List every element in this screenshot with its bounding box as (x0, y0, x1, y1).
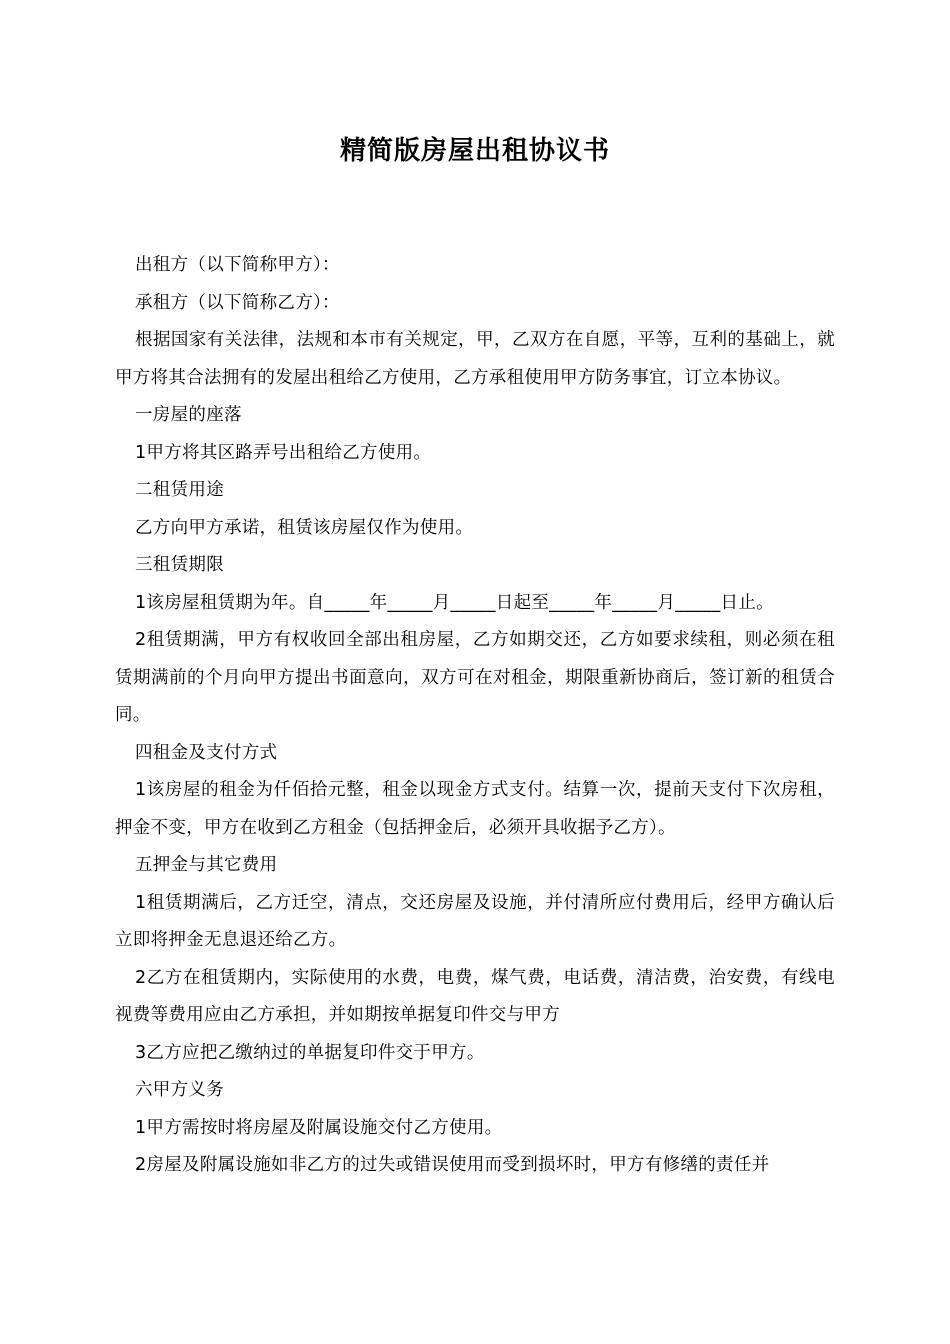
paragraph-preamble: 根据国家有关法律，法规和本市有关规定，甲，乙双方在自愿，平等，互利的基础上，就甲方将其合法拥有的发屋出租给乙方使用，乙方承租使用甲方防务事宜，订立本协议。 (115, 330, 835, 388)
paragraph-rent-1: 1该房屋的租金为仟佰拾元整，租金以现金方式支付。结算一次，提前天支付下次房租，押金不变，甲方在收到乙方租金（包括押金后，必须开具收据予乙方）。 (115, 780, 835, 838)
section-heading-rent: 四租金及支付方式 (135, 742, 278, 763)
section-heading-purpose: 二租赁用途 (135, 480, 224, 500)
section-heading-term: 三租赁期限 (135, 555, 224, 575)
paragraph-lessor-duties-2: 2房屋及附属设施如非乙方的过失或错误使用而受到损坏时，甲方有修缮的责任并 (135, 1155, 770, 1175)
paragraph-location-1: 1甲方将其区路弄号出租给乙方使用。 (135, 442, 432, 463)
paragraph-lessor-duties-1: 1甲方需按时将房屋及附属设施交付乙方使用。 (135, 1117, 503, 1138)
paragraph-deposit-2: 2乙方在租赁期内，实际使用的水费，电费，煤气费，电话费，清洁费，治安费，有线电视费等费用应由乙方承担，并如期按单据复印件交与甲方 (115, 967, 835, 1025)
paragraph-deposit-1: 1租赁期满后，乙方迁空，清点，交还房屋及设施，并付清所应付费用后，经甲方确认后立即将押金无息退还给乙方。 (115, 892, 835, 950)
paragraph-term-2: 2租赁期满，甲方有权收回全部出租房屋，乙方如期交还，乙方如要求续租，则必须在租赁期满前的个月向甲方提出书面意向，双方可在对租金，期限重新协商后，签订新的租赁合同。 (115, 630, 835, 725)
section-heading-deposit: 五押金与其它费用 (135, 855, 278, 875)
document-title: 精简版房屋出租协议书 (339, 136, 610, 166)
paragraph-purpose: 乙方向甲方承诺，租赁该房屋仅作为使用。 (135, 517, 474, 538)
section-heading-lessor-duties: 六甲方义务 (135, 1080, 224, 1100)
paragraph-deposit-3: 3乙方应把乙缴纳过的单据复印件交于甲方。 (135, 1042, 485, 1063)
document-body (115, 247, 835, 1185)
paragraph-term-1: 1该房屋租赁期为年。自_____年_____月_____日起至_____年_____月_____日止。 (135, 592, 774, 613)
section-heading-location: 一房屋的座落 (135, 405, 242, 425)
paragraph-lessee: 承租方（以下简称乙方）： (135, 292, 340, 313)
paragraph-lessor: 出租方（以下简称甲方）： (135, 255, 340, 275)
